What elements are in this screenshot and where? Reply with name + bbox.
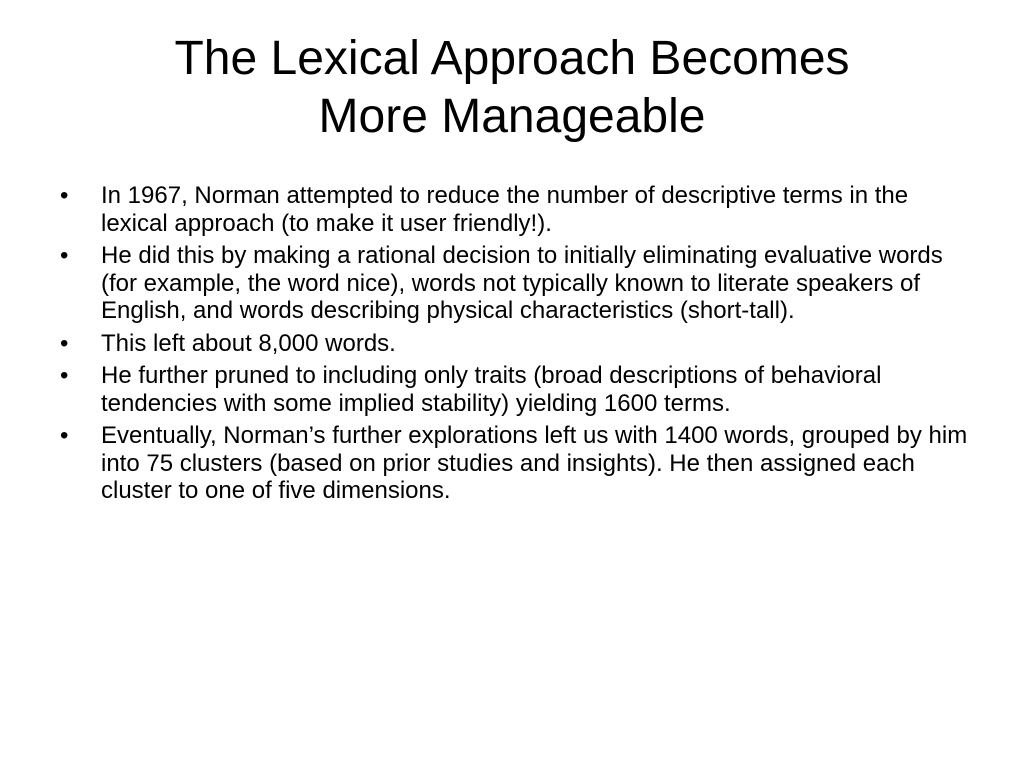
bullet-text: Eventually, Norman’s further explorations left us with 1400 words, grouped by him into 75 clusters (based on prior studies and insights). He then assigned each cluster to one of five dimensions. [101,422,968,504]
bullet-item-3 [60,330,970,358]
bullet-item-1 [60,182,970,237]
bullet-marker: • [60,242,69,269]
bullet-marker: • [60,329,69,357]
bullet-text: He further pruned to including only traits (broad descriptions of behavioral tendencies with some implied stability) yielding 1600 terms. [101,362,882,417]
bullet-marker: • [60,362,69,389]
bullet-item-4 [60,362,970,417]
slide-title [60,30,964,146]
slide-title-line-2: More Manageable [318,90,706,143]
bullet-marker: • [60,422,69,449]
bullet-text: This left about 8,000 words. [101,329,396,357]
bullet-marker: • [60,182,69,209]
slide-title-line-1: The Lexical Approach Becomes [174,32,850,85]
bullet-text: In 1967, Norman attempted to reduce the number of descriptive terms in the lexical approach (to make it user friendly!). [101,182,909,237]
bullet-list [60,182,970,510]
bullet-item-5 [60,422,970,505]
bullet-text: He did this by making a rational decision to initially eliminating evaluative words (for example, the word nice), words not typically known to literate speakers of English, and words describing physical characteristics (short-tall). [101,242,943,324]
bullet-item-2 [60,242,970,325]
